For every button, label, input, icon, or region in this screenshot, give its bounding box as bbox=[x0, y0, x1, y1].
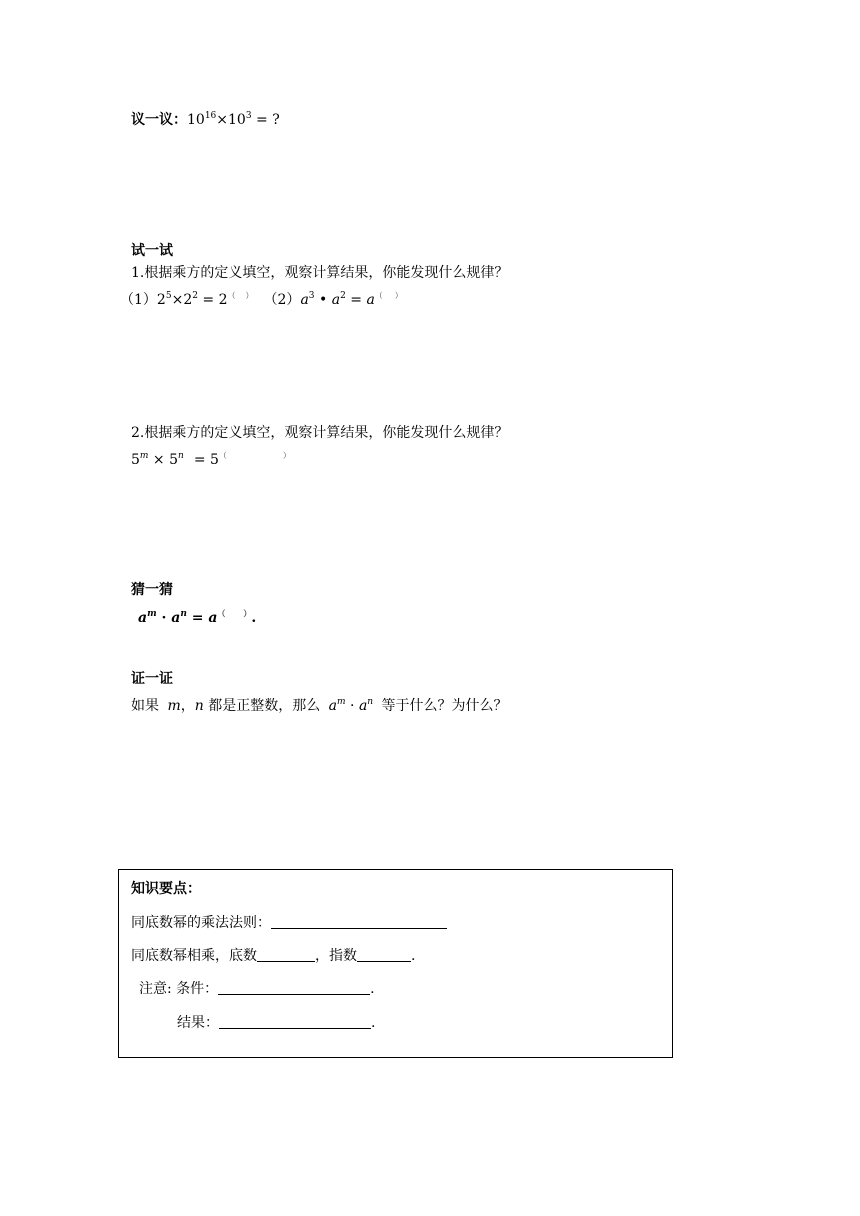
base: 2 bbox=[183, 292, 193, 308]
prove-text: 如果 bbox=[131, 698, 164, 714]
base: a bbox=[171, 610, 181, 626]
condition-blank[interactable] bbox=[218, 980, 370, 995]
rule-label: 同底数幂的乘法法则： bbox=[131, 915, 271, 931]
try-problems-line bbox=[120, 287, 403, 309]
comma: ， bbox=[180, 698, 195, 714]
blank-close-paren: ） bbox=[243, 608, 252, 618]
base: 10 bbox=[187, 112, 205, 128]
exponent: 2 bbox=[192, 291, 198, 301]
note-condition-line bbox=[139, 980, 375, 998]
guess-formula bbox=[138, 604, 256, 627]
equals-sign: = bbox=[345, 292, 367, 308]
times-sign: × bbox=[148, 452, 170, 468]
blank-close-paren: ） bbox=[282, 451, 291, 460]
times-sign: × bbox=[171, 292, 184, 308]
var-m: m bbox=[167, 698, 181, 714]
exponent: 3 bbox=[245, 111, 252, 121]
problem-2-number: （2） bbox=[263, 292, 301, 308]
blank-open-paren: （ bbox=[227, 291, 236, 300]
rule-line bbox=[131, 914, 447, 932]
base: a bbox=[208, 610, 218, 626]
base: a bbox=[331, 292, 341, 308]
base: 2 bbox=[156, 292, 166, 308]
result-label: 结果： bbox=[177, 1015, 219, 1031]
base-blank[interactable] bbox=[257, 947, 315, 962]
blank-close-paren: ） bbox=[245, 291, 254, 300]
knowledge-box bbox=[118, 869, 673, 1058]
dot-sign: • bbox=[314, 292, 332, 308]
blank-open-paren: （ bbox=[218, 451, 227, 460]
base: a bbox=[138, 610, 148, 626]
blank-open-paren: （ bbox=[374, 291, 383, 300]
guess-title: 猜一猜 bbox=[131, 582, 173, 598]
exponent: n bbox=[180, 609, 187, 619]
result-blank[interactable] bbox=[219, 1014, 371, 1029]
prove-text: 都是正整数，那么 bbox=[203, 698, 325, 714]
dot-sign: · bbox=[345, 698, 359, 714]
multiply-line bbox=[131, 947, 415, 965]
equals-base: = 2 bbox=[197, 292, 228, 308]
exponent-blank[interactable] bbox=[357, 947, 411, 962]
times-sign: × bbox=[216, 112, 229, 128]
base: 10 bbox=[228, 112, 246, 128]
dot-sign: · bbox=[156, 610, 172, 626]
base: a bbox=[300, 292, 309, 308]
note-result-line bbox=[177, 1014, 375, 1032]
rule-blank[interactable] bbox=[271, 914, 447, 929]
period: . bbox=[251, 610, 257, 626]
try-question-2: 2.根据乘方的定义填空，观察计算结果，你能发现什么规律？ bbox=[131, 425, 509, 441]
exponent: n bbox=[178, 451, 184, 461]
prove-title: 证一证 bbox=[131, 671, 173, 687]
discuss-line bbox=[131, 107, 280, 129]
try-title: 试一试 bbox=[131, 243, 173, 259]
equals-base: = 5 bbox=[193, 452, 219, 468]
exponent: 2 bbox=[340, 291, 346, 301]
period: . bbox=[370, 981, 375, 997]
exponent: n bbox=[367, 697, 374, 707]
discuss-label: 议一议： bbox=[131, 112, 187, 128]
knowledge-title: 知识要点： bbox=[131, 881, 201, 897]
condition-label: 注意: 条件： bbox=[139, 981, 219, 997]
base-label: 同底数幂相乘，底数 bbox=[131, 948, 257, 964]
base: a bbox=[366, 292, 375, 308]
base: 5 bbox=[131, 452, 140, 468]
equals-question: = ? bbox=[251, 112, 280, 128]
exponent: m bbox=[139, 451, 149, 461]
period: . bbox=[411, 948, 416, 964]
exponent: 16 bbox=[204, 111, 217, 121]
try-exponent-line bbox=[131, 447, 291, 469]
prove-text: 等于什么？为什么？ bbox=[377, 698, 508, 714]
var-n: n bbox=[194, 698, 204, 714]
blank-close-paren: ） bbox=[394, 291, 403, 300]
equals-sign: = bbox=[186, 610, 209, 626]
exponent-label: ，指数 bbox=[315, 948, 357, 964]
base: a bbox=[358, 698, 368, 714]
exponent: 3 bbox=[308, 291, 315, 301]
exponent: m bbox=[147, 609, 157, 619]
period: . bbox=[371, 1015, 376, 1031]
prove-question bbox=[131, 693, 508, 715]
base: a bbox=[328, 698, 338, 714]
blank-open-paren: （ bbox=[217, 608, 226, 618]
exponent: 5 bbox=[165, 291, 172, 301]
base: 5 bbox=[169, 452, 179, 468]
problem-1-number: （1） bbox=[120, 292, 157, 308]
exponent: m bbox=[337, 697, 346, 707]
try-question-1: 1.根据乘方的定义填空，观察计算结果，你能发现什么规律？ bbox=[131, 265, 509, 281]
